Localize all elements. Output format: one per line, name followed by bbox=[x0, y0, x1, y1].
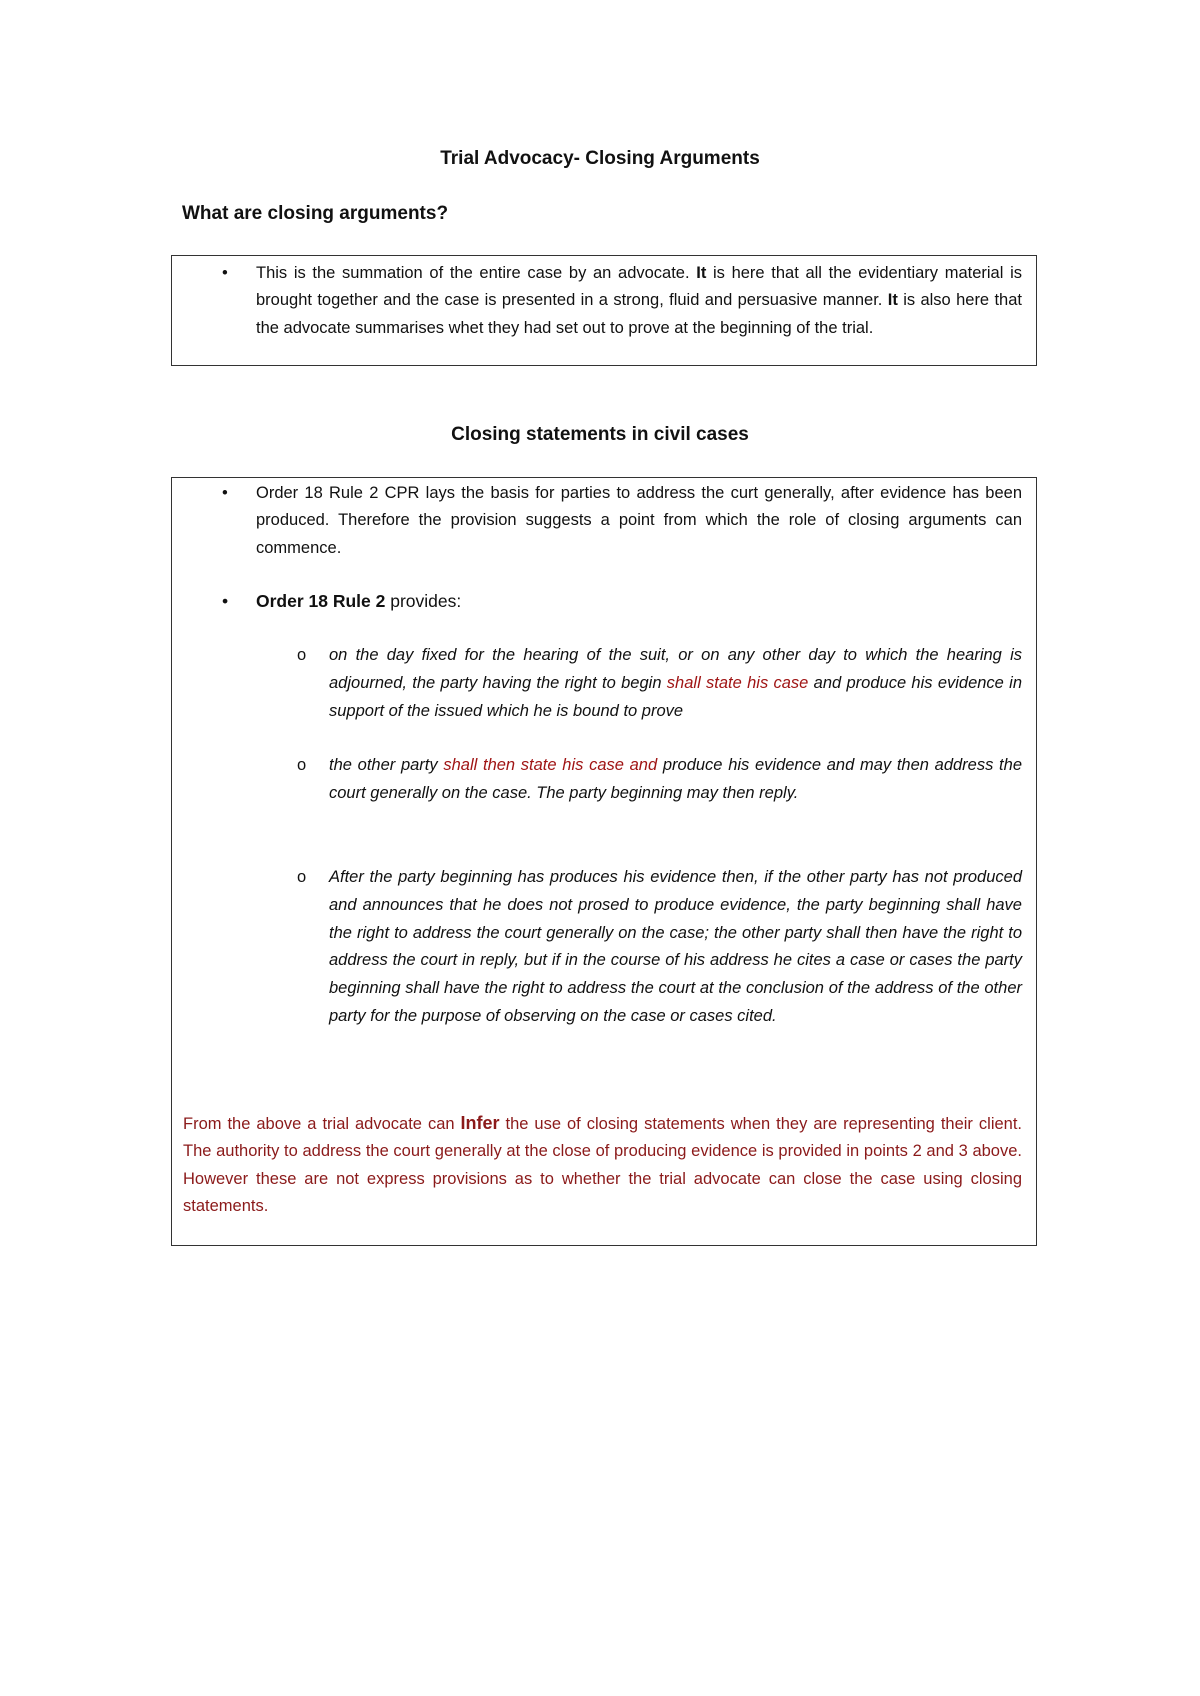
definition-box bbox=[171, 255, 1037, 366]
sub-item-2 bbox=[297, 752, 1022, 808]
sub-item-3 bbox=[297, 864, 1022, 1031]
text: After the party beginning has produces his evidence then, if the other party has not produced and announces that he does not prosed to produce evidence, the party beginning shall have the right to address the court generally on the case; the other party shall then have the right to address the court in reply, but if in the course of his address he cites a case or cases the party beginning shall have the right to address the court at the conclusion of the address of the other party for the purpose of observing on the case or cases cited. bbox=[329, 868, 1022, 1025]
text: This is the summation of the entire case by an advocate. bbox=[256, 264, 697, 282]
definition-bullet bbox=[222, 260, 1022, 342]
section-heading-civil-cases: Closing statements in civil cases bbox=[451, 424, 749, 445]
bullet-icon: • bbox=[222, 484, 228, 502]
sub-bullet-icon: o bbox=[297, 868, 307, 886]
section-heading-what-are-closing-arguments: What are closing arguments? bbox=[182, 203, 449, 224]
text: on the day fixed for the hearing of the suit, or on any other day to which the hearing is adjourned, the party having the right to begin bbox=[329, 646, 1022, 692]
text: From the above a trial advocate can bbox=[183, 1115, 461, 1133]
text: Order 18 Rule 2 CPR lays the basis for parties to address the curt generally, after evidence has been produced. Therefore the provision suggests a point from which the role of closing arguments can commence. bbox=[256, 484, 1022, 557]
civil-cases-box bbox=[171, 477, 1037, 1246]
text: Order 18 Rule 2 bbox=[256, 591, 386, 611]
highlight-text: shall state his case bbox=[666, 673, 809, 692]
bullet-order18-provides bbox=[222, 588, 1022, 615]
text: the other party bbox=[329, 756, 444, 774]
sub-item-1 bbox=[297, 642, 1023, 725]
document-title: Trial Advocacy- Closing Arguments bbox=[440, 148, 760, 169]
conclusion-paragraph bbox=[183, 1110, 1022, 1220]
text: Infer bbox=[460, 1113, 500, 1133]
text: is here that all the evidentiary material is brought together and the case is presented in a strong, fluid and persuasive manner. bbox=[256, 264, 1022, 310]
text: It bbox=[696, 264, 707, 282]
highlight-text: shall then state his case and bbox=[443, 756, 658, 774]
text: produce his evidence and may then address the court generally on the case. The party beginning may then reply. bbox=[329, 756, 1022, 802]
text: provides: bbox=[385, 591, 462, 611]
bullet-order18-basis bbox=[222, 480, 1022, 562]
text: and produce his evidence in support of the issued which he is bound to prove bbox=[329, 673, 1023, 720]
sub-bullet-icon: o bbox=[297, 646, 307, 664]
text: the use of closing statements when they are representing their client. The authority to address the court generally at the close of producing evidence is provided in points 2 and 3 above. However these are not express provisions as to whether the trial advocate can close the case using closing statements. bbox=[183, 1115, 1023, 1215]
bullet-icon: • bbox=[222, 264, 228, 282]
text: It bbox=[887, 291, 898, 310]
bullet-icon: • bbox=[222, 591, 229, 611]
text: is also here that the advocate summarises whet they had set out to prove at the beginning of the trial. bbox=[256, 291, 1022, 337]
sub-bullet-icon: o bbox=[297, 756, 307, 774]
